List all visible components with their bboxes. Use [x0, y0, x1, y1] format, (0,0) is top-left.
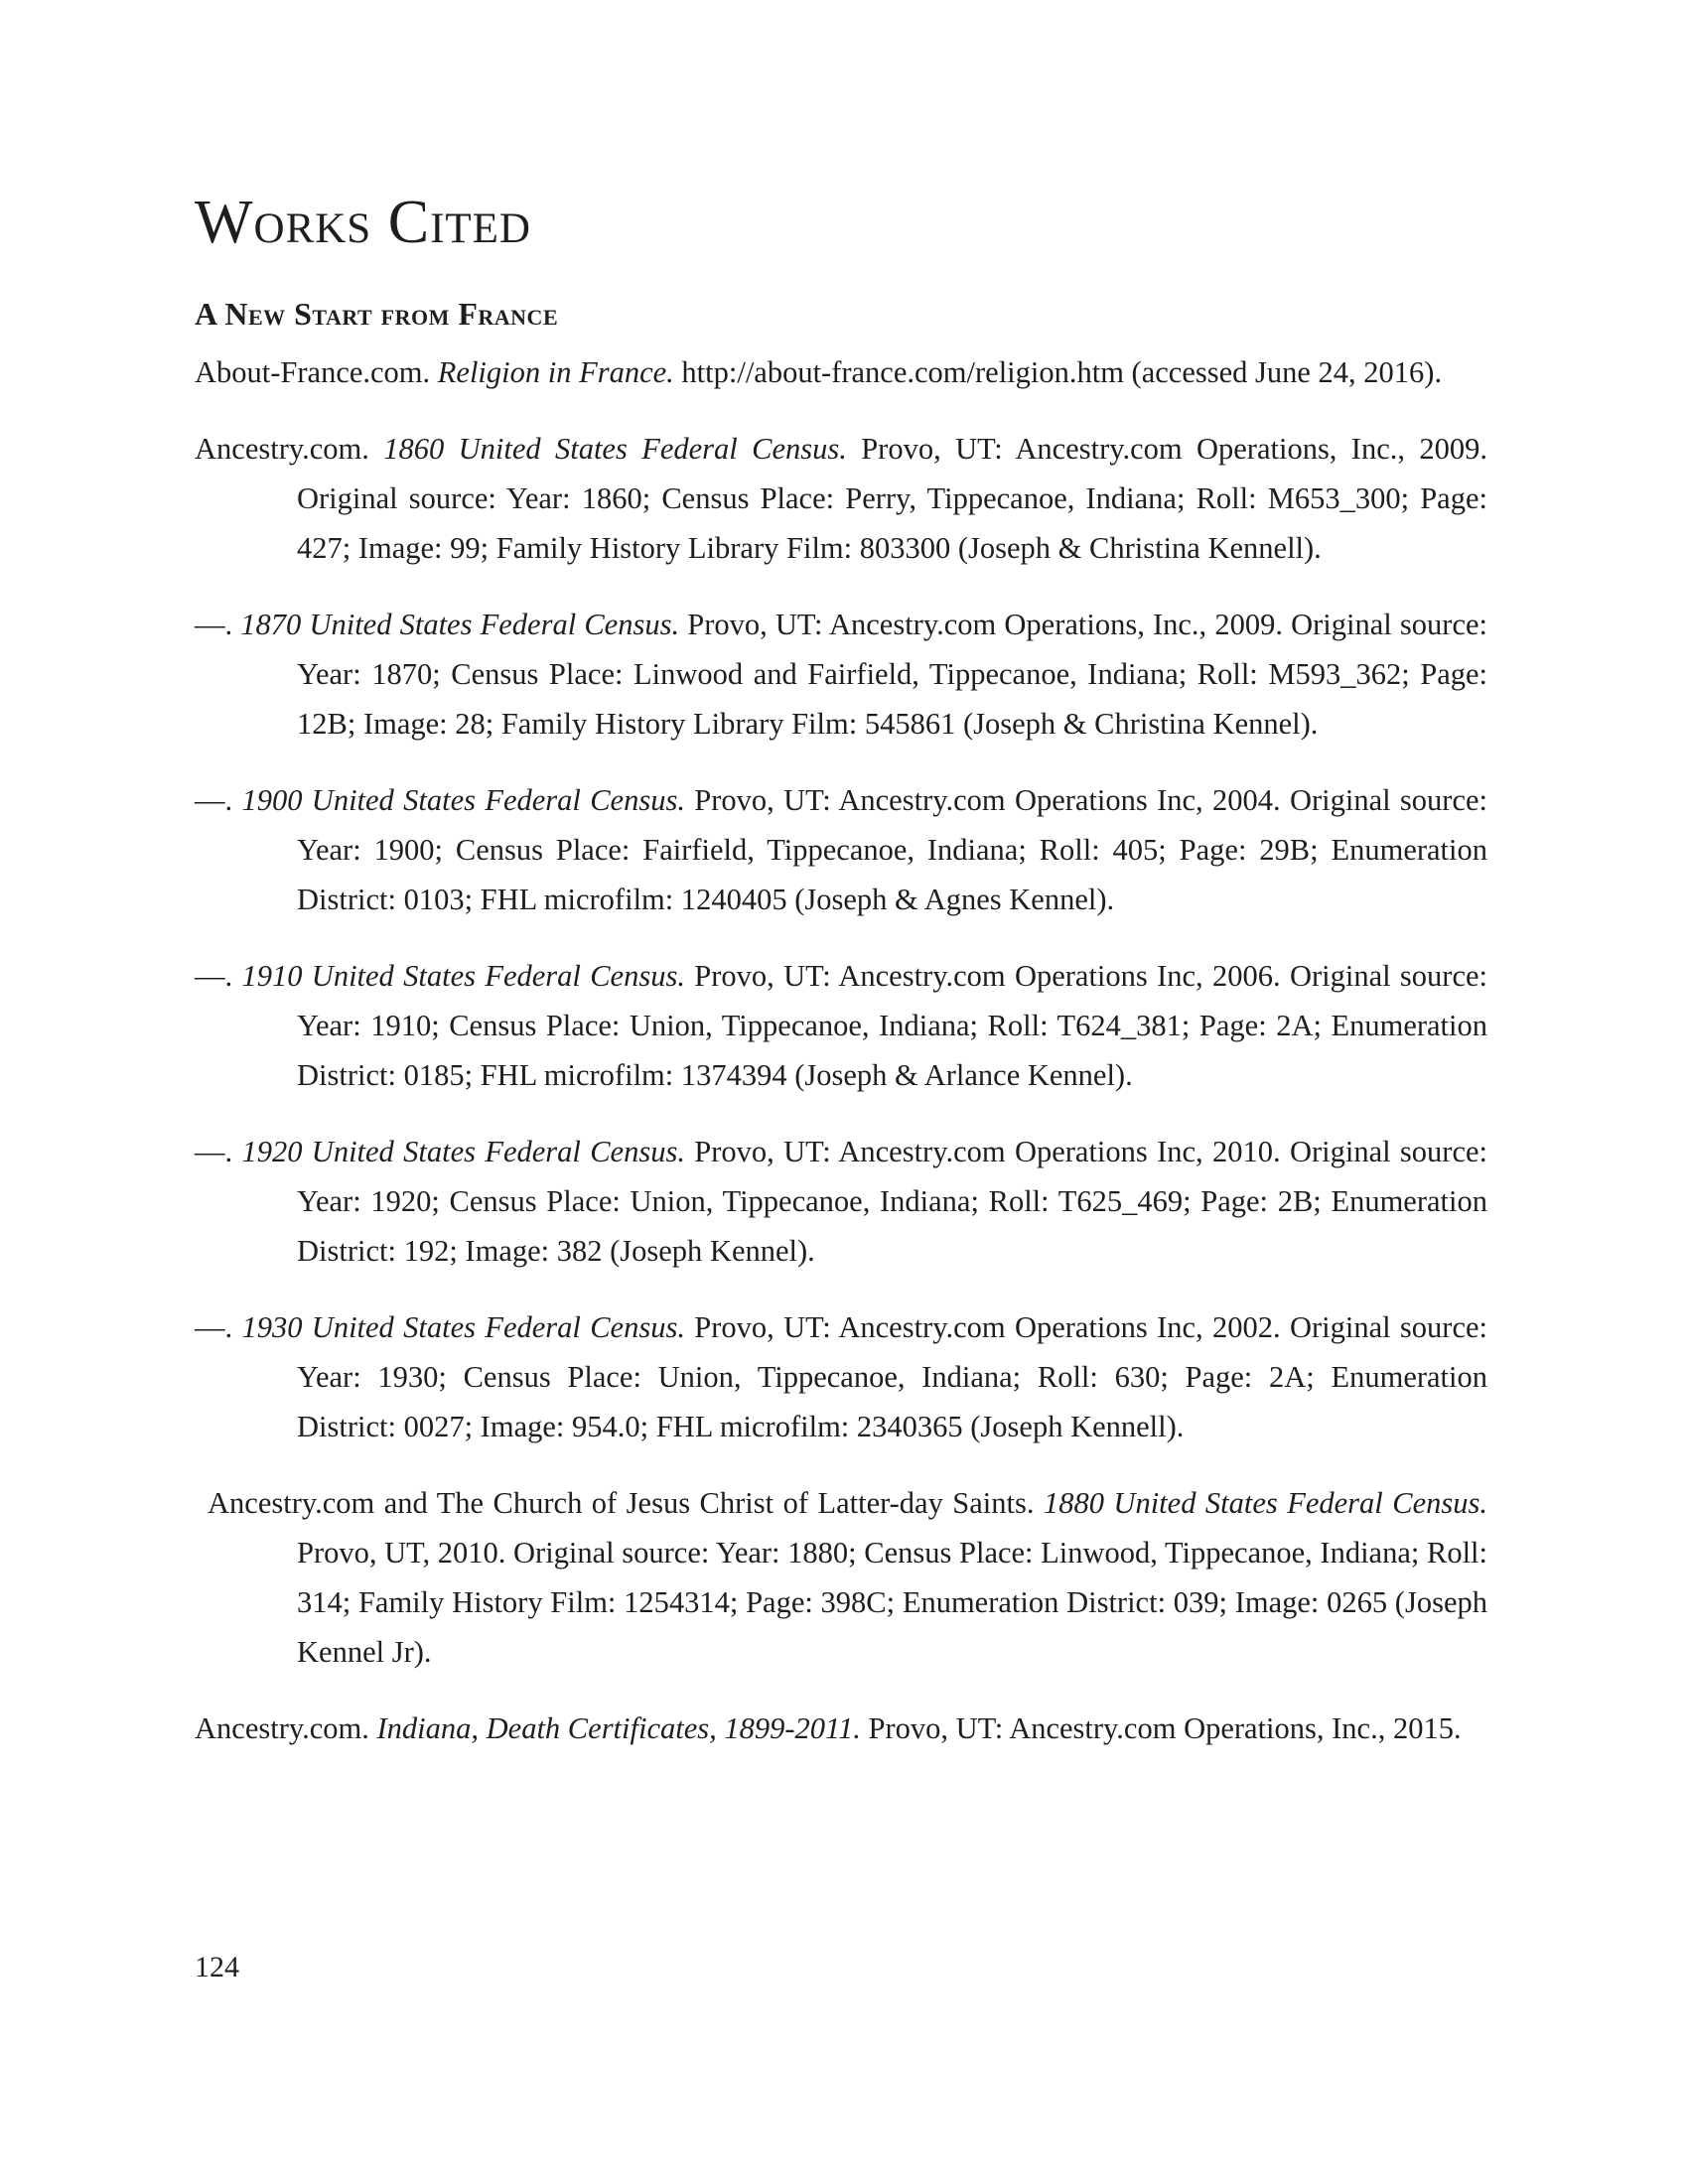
citation-details: Provo, UT: Ancestry.com Operations Inc, 2002. Original source: Year: 1930; Census Place: Union, Tippecanoe, Indiana; Roll: 630; Page: 2A; Enumeration District: 0027; Image: 954.0; FHL microfilm: 2340365 (Joseph Kennell). — [297, 1310, 1488, 1443]
citation-entry — [195, 775, 1487, 924]
citation-details: Provo, UT: Ancestry.com Operations Inc, 2010. Original source: Year: 1920; Census Place: Union, Tippecanoe, Indiana; Roll: T625_469; Page: 2B; Enumeration District: 192; Image: 382 (Joseph Kennel). — [297, 1135, 1488, 1268]
page-number: 124 — [195, 1951, 239, 1983]
citation-title: 1860 United States Federal Census. — [383, 432, 847, 466]
citation-author: Ancestry.com. — [195, 432, 384, 466]
citation-entry — [195, 1302, 1487, 1451]
citation-author: —. — [195, 1135, 242, 1168]
citation-details: Provo, UT: Ancestry.com Operations, Inc., 2009. Original source: Year: 1860; Census Place: Perry, Tippecanoe, Indiana; Roll: M653_300; Page: 427; Image: 99; Family History Library Film: 803300 (Joseph & Christina Kennell). — [297, 432, 1487, 565]
citation-entry — [195, 1127, 1487, 1276]
citation-title: 1930 United States Federal Census. — [241, 1310, 685, 1344]
citation-title: 1900 United States Federal Census. — [241, 783, 685, 817]
citation-author: —. — [195, 959, 242, 993]
citation-entry — [195, 424, 1487, 573]
citation-details: Provo, UT: Ancestry.com Operations, Inc., 2009. Original source: Year: 1870; Census Place: Linwood and Fairfield, Tippecanoe, Indiana; Roll: M593_362; Page: 12B; Image: 28; Family History Library Film: 545861 (Joseph & Christina Kennel). — [297, 608, 1487, 741]
citation-details: http://about-france.com/religion.htm (accessed June 24, 2016). — [673, 355, 1443, 389]
document-page — [195, 0, 1487, 2184]
citation-details: Provo, UT: Ancestry.com Operations Inc, 2004. Original source: Year: 1900; Census Place: Fairfield, Tippecanoe, Indiana; Roll: 405; Page: 29B; Enumeration District: 0103; FHL microfilm: 1240405 (Joseph & Agnes Kennel). — [297, 783, 1488, 916]
citation-author: —. — [195, 1310, 242, 1344]
section-heading: A New Start from France — [195, 296, 559, 332]
citation-author: Ancestry.com. — [195, 1711, 377, 1745]
citation-entry — [195, 951, 1487, 1100]
citation-title: 1920 United States Federal Census. — [241, 1135, 685, 1168]
citation-details: Provo, UT: Ancestry.com Operations, Inc., 2015. — [860, 1711, 1462, 1745]
page-title: Works Cited — [195, 189, 531, 256]
citation-title: 1880 United States Federal Census. — [1043, 1486, 1487, 1520]
citation-entry — [195, 347, 1487, 397]
citation-entry — [195, 600, 1487, 749]
citation-title: 1910 United States Federal Census. — [241, 959, 685, 993]
citation-entry — [195, 1478, 1487, 1677]
citation-author: About-France.com. — [195, 355, 438, 389]
citation-author: Ancestry.com and The Church of Jesus Christ of Latter-day Saints. — [208, 1486, 1044, 1520]
citation-list — [195, 347, 1487, 1780]
citation-author: —. — [195, 608, 241, 641]
citation-author: —. — [195, 783, 242, 817]
citation-details: Provo, UT, 2010. Original source: Year: 1880; Census Place: Linwood, Tippecanoe, Indiana; Roll: 314; Family History Film: 1254314; Page: 398C; Enumeration District: 039; Image: 0265 (Joseph Kennel Jr). — [297, 1536, 1487, 1669]
citation-title: 1870 United States Federal Census. — [240, 608, 680, 641]
citation-details: Provo, UT: Ancestry.com Operations Inc, 2006. Original source: Year: 1910; Census Place: Union, Tippecanoe, Indiana; Roll: T624_381; Page: 2A; Enumeration District: 0185; FHL microfilm: 1374394 (Joseph & Arlance Kennel). — [297, 959, 1488, 1092]
citation-title: Indiana, Death Certificates, 1899-2011. — [376, 1711, 861, 1745]
citation-title: Religion in France. — [437, 355, 674, 389]
citation-entry — [195, 1704, 1487, 1753]
